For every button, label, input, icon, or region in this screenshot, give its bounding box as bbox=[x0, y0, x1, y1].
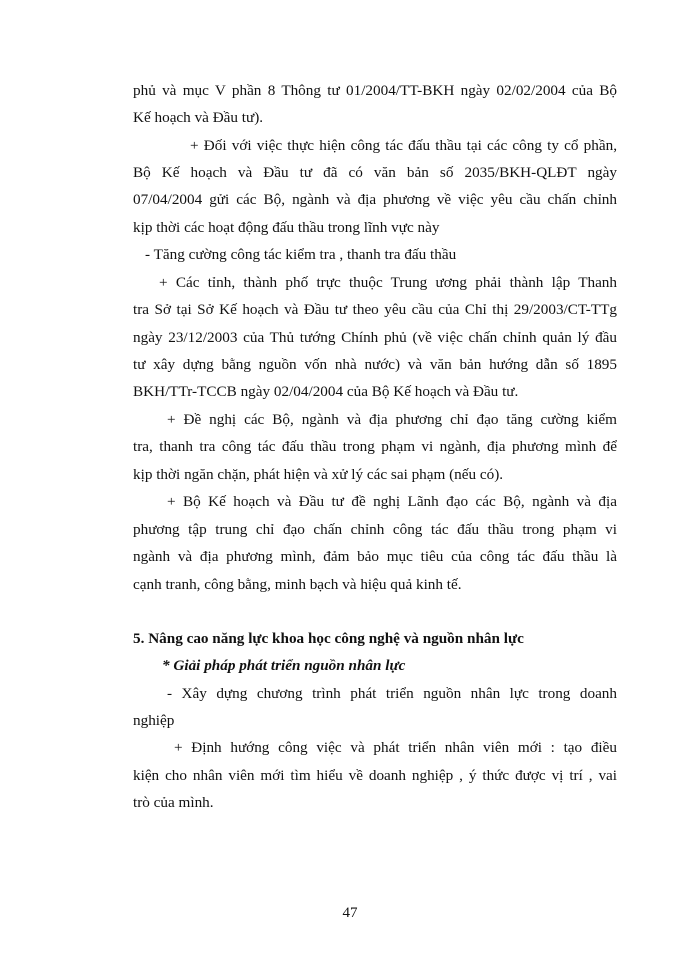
page-number: 47 bbox=[342, 905, 358, 921]
body-line: + Các tỉnh, thành phố trực thuộc Trung ương phải thành lập Thanh bbox=[159, 274, 617, 291]
body-line: ngày 23/12/2003 của Thủ tướng Chính phủ (về việc chấn chỉnh quản lý đầu bbox=[133, 329, 617, 346]
body-line: + Đề nghị các Bộ, ngành và địa phương chỉ đạo tăng cường kiểm bbox=[167, 411, 617, 428]
body-line: + Đối với việc thực hiện công tác đấu thầu tại các công ty cổ phần, bbox=[190, 137, 617, 154]
bullet-heading: - Tăng cường công tác kiểm tra , thanh tra đấu thầu bbox=[145, 246, 457, 263]
body-line: BKH/TTr-TCCB ngày 02/04/2004 của Bộ Kế hoạch và Đầu tư. bbox=[133, 383, 519, 400]
body-line: nghiệp bbox=[133, 712, 175, 729]
body-line: phương tập trung chỉ đạo chấn chỉnh công tác đấu thầu trong phạm vi bbox=[133, 521, 617, 538]
body-line: Bộ Kế hoạch và Đầu tư đã có văn bản số 2035/BKH-QLĐT ngày bbox=[133, 164, 617, 181]
body-line: trò của mình. bbox=[133, 794, 214, 811]
body-line: kịp thời các hoạt động đấu thầu trong lĩnh vực này bbox=[133, 219, 440, 236]
body-line: 07/04/2004 gửi các Bộ, ngành và địa phương về việc yêu cầu chấn chỉnh bbox=[133, 191, 617, 208]
body-line: ngành và địa phương mình, đảm bảo mục tiêu của công tác đấu thầu là bbox=[133, 548, 617, 565]
body-line: Kế hoạch và Đầu tư). bbox=[133, 109, 264, 126]
body-line: - Xây dựng chương trình phát triển nguồn nhân lực trong doanh bbox=[167, 685, 617, 702]
body-line: cạnh tranh, công bằng, minh bạch và hiệu quả kinh tế. bbox=[133, 576, 462, 593]
section-heading: 5. Nâng cao năng lực khoa học công nghệ và nguồn nhân lực bbox=[133, 630, 524, 647]
body-line: kiện cho nhân viên mới tìm hiểu về doanh nghiệp , ý thức được vị trí , vai bbox=[133, 767, 617, 784]
body-line: phủ và mục V phần 8 Thông tư 01/2004/TT-BKH ngày 02/02/2004 của Bộ bbox=[133, 82, 617, 99]
body-line: tra, thanh tra công tác đấu thầu trong phạm vi ngành, địa phương mình để bbox=[133, 438, 617, 455]
subsection-heading: * Giải pháp phát triển nguồn nhân lực bbox=[162, 657, 406, 674]
body-line: tư xây dựng bằng nguồn vốn nhà nước) và văn bản hướng dẫn số 1895 bbox=[133, 356, 617, 373]
body-line: kịp thời ngăn chặn, phát hiện và xử lý các sai phạm (nếu có). bbox=[133, 466, 504, 483]
body-line: tra Sở tại Sở Kế hoạch và Đầu tư theo yêu cầu của Chỉ thị 29/2003/CT-TTg bbox=[133, 301, 617, 318]
body-line: + Bộ Kế hoạch và Đầu tư đề nghị Lãnh đạo các Bộ, ngành và địa bbox=[167, 493, 617, 510]
body-line: + Định hướng công việc và phát triển nhân viên mới : tạo điều bbox=[174, 739, 617, 756]
